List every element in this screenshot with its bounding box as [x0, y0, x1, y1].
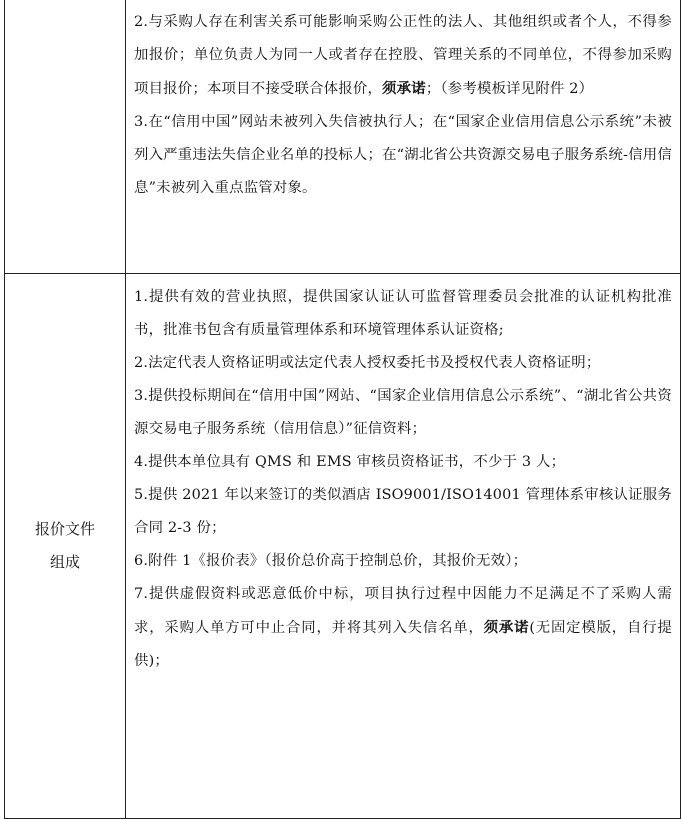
clause-tail-text: ；（参考模板详见附件 2） [425, 81, 594, 97]
clause-paragraph [134, 281, 672, 347]
clause-paragraph [134, 6, 672, 106]
row-label-line: 组成 [49, 553, 80, 571]
clause-paragraph [134, 106, 672, 205]
clause-tail-text: (无固定模版，自行提供)； [134, 620, 672, 669]
clause-paragraph [134, 545, 672, 578]
clause-text: 3.提供投标期间在“信用中国”网站、“国家企业信用信息公示系统”、“湖北省公共资源交易电子服务系统（信用信息）”征信资料； [134, 388, 672, 437]
requirements-table [4, 0, 681, 819]
row-label-cell [5, 0, 126, 274]
clause-text: 3.在“信用中国”网站未被列入失信被执行人；在“国家企业信用信息公示系统”未被列入严重违法失信企业名单的投标人；在“湖北省公共资源交易电子服务系统-信用信息”未被列入重点监管对象。 [134, 114, 672, 196]
clause-paragraph [134, 380, 672, 446]
clause-text: 6.附件 1《报价表》（报价总价高于控制总价，其报价无效）； [134, 553, 528, 569]
clause-text: 2.与采购人存在利害关系可能影响采购公正性的法人、其他组织或者个人，不得参加报价；单位负责人为同一人或者存在控股、管理关系的不同单位，不得参加采购项目报价；本项目不接受联合体报价， [134, 14, 672, 97]
table-row [5, 0, 681, 274]
clause-text: 1.提供有效的营业执照，提供国家认证认可监督管理委员会批准的认证机构批准书，批准书包含有质量管理体系和环境管理体系认证资格; [134, 289, 672, 338]
row-label-line: 报价文件 [34, 520, 95, 538]
row-content-cell [126, 0, 681, 274]
clause-text: 4.提供本单位具有 QMS 和 EMS 审核员资格证书，不少于 3 人； [134, 454, 566, 470]
clause-text: 2.法定代表人资格证明或法定代表人授权委托书及授权代表人资格证明； [134, 355, 601, 371]
commitment-required-text: 须承诺 [483, 619, 530, 636]
clause-text: 5.提供 2021 年以来签订的类似酒店 ISO9001/ISO14001 管理体系审核认证服务合同 2-3 份； [134, 487, 672, 536]
row-content-cell [126, 274, 681, 819]
clause-paragraph [134, 479, 672, 545]
clause-paragraph [134, 578, 672, 678]
commitment-required-text: 须承诺 [382, 80, 426, 97]
row-label-cell [5, 274, 126, 819]
table-row [5, 274, 681, 819]
clause-paragraph [134, 446, 672, 479]
clause-paragraph [134, 347, 672, 380]
clause-text: 7.提供虚假资料或恶意低价中标，项目执行过程中因能力不足满足不了采购人需求，采购人单方可中止合同，并将其列入失信名单， [134, 586, 672, 636]
